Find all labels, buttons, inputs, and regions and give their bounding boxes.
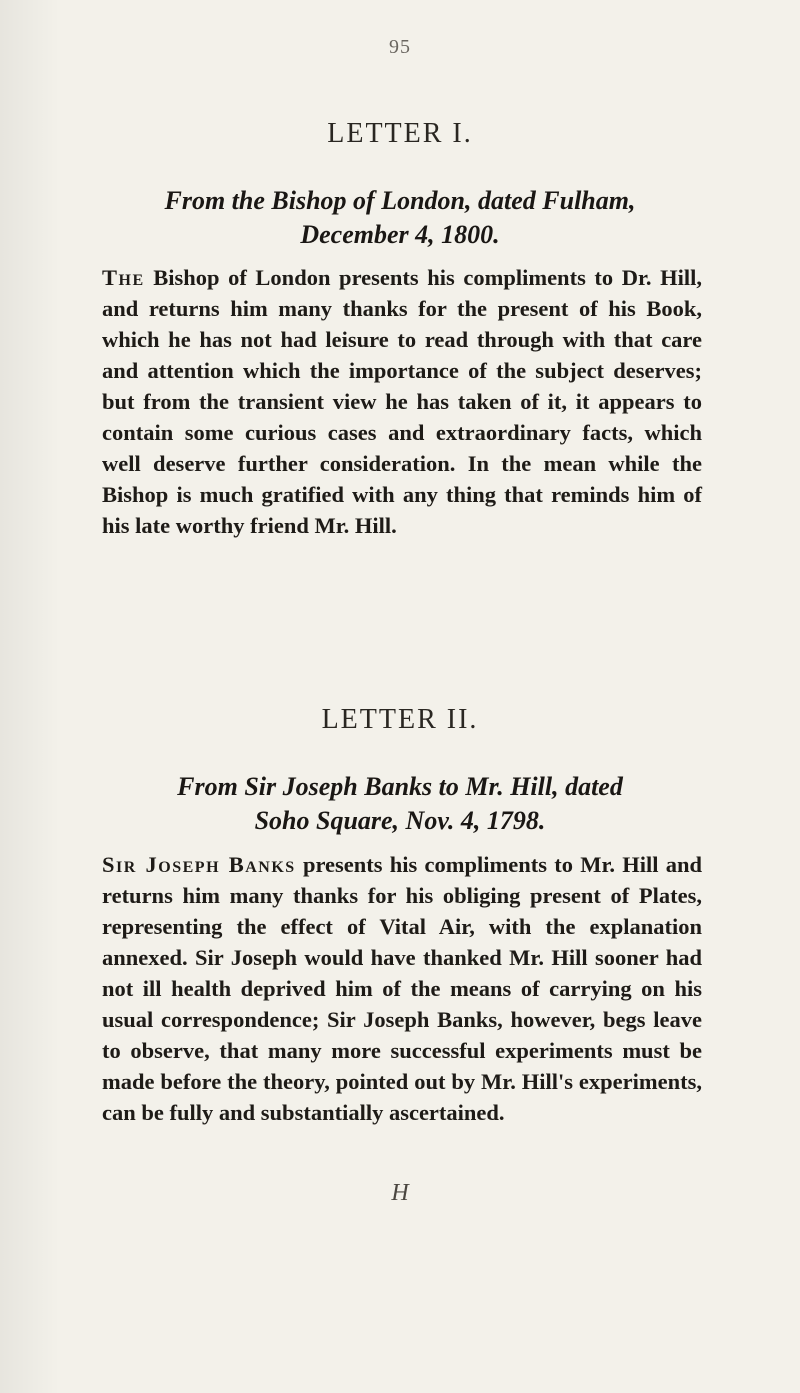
signature-mark: H xyxy=(391,1180,409,1206)
letter-2-dateline: From Sir Joseph Banks to Mr. Hill, dated Soho Square, Nov. 4, 1798. xyxy=(177,772,623,835)
letter-1-body xyxy=(102,262,702,541)
letter-1-dateline: From the Bishop of London, dated Fulham, December 4, 1800. xyxy=(164,186,636,249)
letter-2-heading: LETTER II. xyxy=(321,704,479,735)
letter-2-lead-words: Sir Joseph Banks xyxy=(102,852,296,877)
letter-1-text: Bishop of London presents his compliments to Dr. Hill, and returns him many thanks for the present of his Book, which he has not had leisure to read through with that care and attention which the importance of the subject deserves; but from the transient view he has taken of it, it appears to contain some curious cases and extraordinary facts, which well deserve further consideration. In the mean while the Bishop is much gratified with any thing that reminds him of his late worthy friend Mr. Hill. xyxy=(102,265,702,538)
letter-1-heading: LETTER I. xyxy=(327,118,473,149)
page-number: 95 xyxy=(389,36,411,58)
letter-2-body xyxy=(102,849,702,1128)
letter-1-lead-words: The xyxy=(102,265,145,290)
letter-2-text: presents his compliments to Mr. Hill and returns him many thanks for his obliging present of Plates, representing the effect of Vital Air, with the explanation annexed. Sir Joseph would have thanked Mr. Hill sooner had not ill health deprived him of the means of carrying on his usual correspondence; Sir Joseph Banks, however, begs leave to observe, that many more successful experiments must be made before the theory, pointed out by Mr. Hill's experiments, can be fully and substantially ascertained. xyxy=(102,852,702,1125)
